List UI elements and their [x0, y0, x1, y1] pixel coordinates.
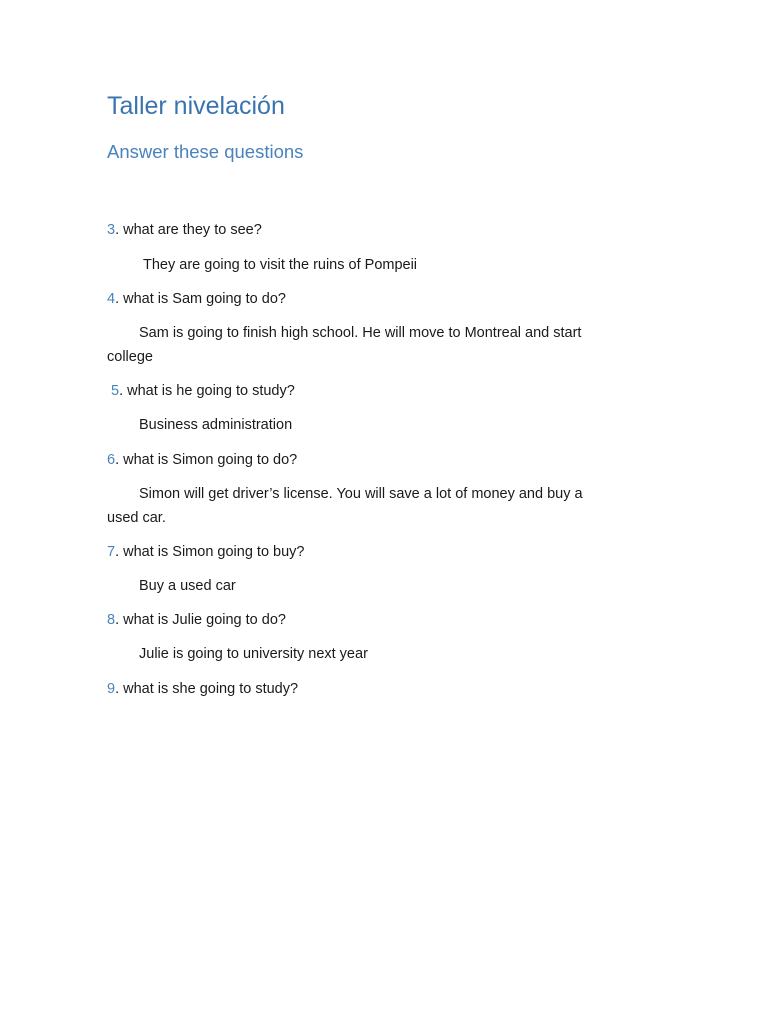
- question-9: [107, 677, 298, 701]
- question-4: [107, 287, 286, 311]
- question-text: . what is Simon going to do?: [115, 452, 298, 468]
- document-title: Taller nivelación: [107, 92, 285, 120]
- question-number: 5: [111, 383, 120, 399]
- question-6: [107, 448, 297, 472]
- question-number: 7: [107, 544, 116, 560]
- question-number: 9: [107, 681, 116, 697]
- question-3: [107, 218, 262, 242]
- document-subtitle: Answer these questions: [107, 141, 304, 162]
- answer-4-line-1: Sam is going to finish high school. He will move to Montreal and start: [139, 325, 582, 341]
- answer-3: They are going to visit the ruins of Pompeii: [143, 257, 418, 273]
- question-5: [111, 379, 295, 403]
- question-text: . what are they to see?: [115, 222, 262, 238]
- question-text: . what is Sam going to do?: [115, 291, 286, 307]
- answer-6-line-2: used car.: [107, 510, 166, 526]
- question-number: 6: [107, 452, 116, 468]
- question-number: 3: [107, 222, 116, 238]
- question-text: . what is he going to study?: [119, 383, 295, 399]
- answer-7: Buy a used car: [139, 578, 236, 594]
- question-number: 8: [107, 612, 116, 628]
- question-text: . what is she going to study?: [115, 681, 299, 697]
- answer-5: Business administration: [139, 417, 293, 433]
- question-number: 4: [107, 291, 116, 307]
- answer-4-line-2: college: [107, 349, 153, 365]
- question-text: . what is Julie going to do?: [115, 612, 286, 628]
- question-8: [107, 608, 286, 632]
- question-text: . what is Simon going to buy?: [115, 544, 305, 560]
- question-7: [107, 540, 305, 564]
- answer-8: Julie is going to university next year: [139, 646, 368, 662]
- answer-6-line-1: Simon will get driver’s license. You will save a lot of money and buy a: [139, 486, 583, 502]
